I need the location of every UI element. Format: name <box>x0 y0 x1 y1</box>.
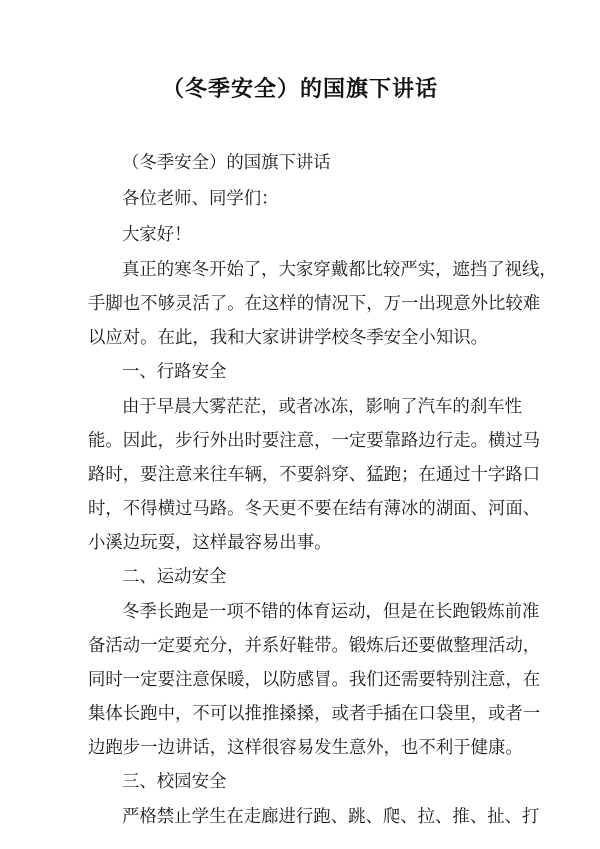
paragraph-line: 冬季长跑是一项不错的体育运动，但是在长跑锻炼前准 <box>122 602 540 622</box>
document-title: （冬季安全）的国旗下讲话 <box>161 77 438 102</box>
paragraph-line: 以应对。在此，我和大家讲讲学校冬季安全小知识。 <box>88 328 488 348</box>
salutation-line: 各位老师、同学们： <box>122 189 279 209</box>
paragraph-line: 路时，要注意来往车辆，不要斜穿、猛跑；在通过十字路口 <box>88 465 541 485</box>
paragraph-line: 时，不得横过马路。冬天更不要在结有薄冰的湖面、河面、 <box>88 499 541 519</box>
paragraph-line: 由于早晨大雾茫茫，或者冰冻，影响了汽车的刹车性 <box>122 397 522 417</box>
paragraph-line: 集体长跑中，不可以推推搡搡，或者手插在口袋里，或者一 <box>88 704 541 724</box>
paragraph-line: 小溪边玩耍，这样最容易出事。 <box>88 533 332 553</box>
paragraph-line: 边跑步一边讲话，这样很容易发生意外，也不利于健康。 <box>88 738 523 758</box>
section-heading: 一、行路安全 <box>122 362 227 382</box>
section-heading: 三、校园安全 <box>122 772 227 792</box>
section-heading: 二、运动安全 <box>122 567 227 587</box>
paragraph-line: 手脚也不够灵活了。在这样的情况下，万一出现意外比较难 <box>88 294 541 314</box>
paragraph-line: 备活动一定要充分，并系好鞋带。锻炼后还要做整理活动， <box>88 636 541 656</box>
paragraph-line: 同时一定要注意保暖，以防感冒。我们还需要特别注意，在 <box>88 670 541 690</box>
paragraph-line: 真正的寒冬开始了，大家穿戴都比较严实，遮挡了视线， <box>122 260 557 280</box>
paragraph-line: 能。因此，步行外出时要注意，一定要靠路边行走。横过马 <box>88 431 541 451</box>
paragraph-line: 严格禁止学生在走廊进行跑、跳、爬、拉、推、扯、打 <box>122 807 540 827</box>
greeting-line: 大家好！ <box>122 225 192 245</box>
subtitle-line: （冬季安全）的国旗下讲话 <box>122 153 331 173</box>
